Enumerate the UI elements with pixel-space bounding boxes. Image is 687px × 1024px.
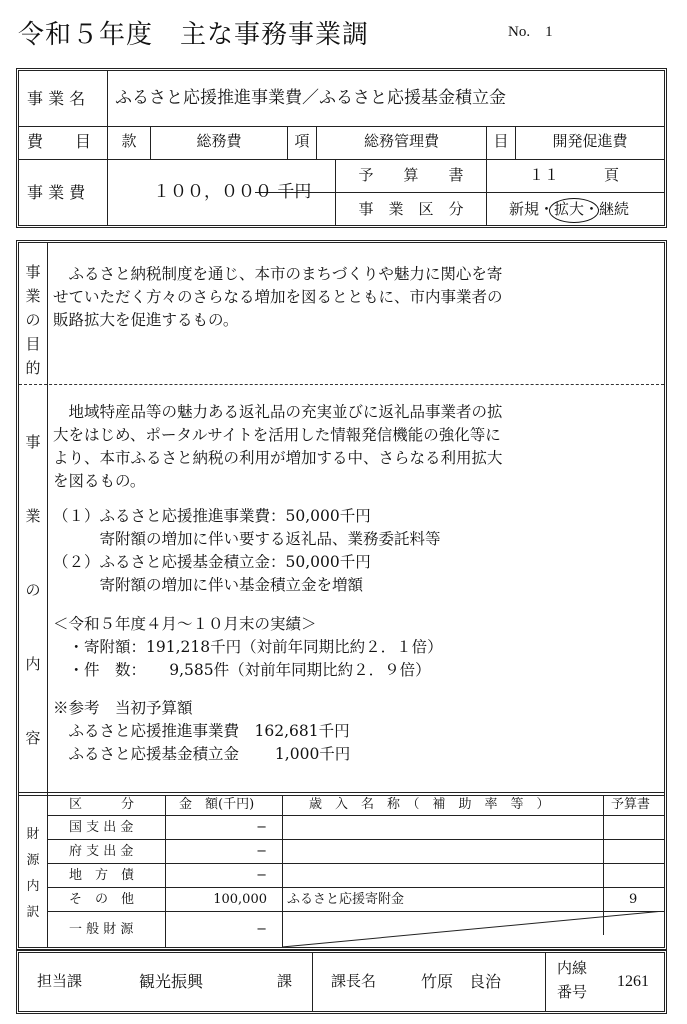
- finance-row-category: 府 支 出 金: [69, 844, 134, 859]
- content-line: ・寄附額：191,218千円（対前年同期比約２．１倍）: [53, 638, 443, 656]
- department-suffix: 課: [277, 972, 293, 990]
- purpose-line: ふるさと納税制度を通じ、本市のまちづくりや魅力に関心を寄: [53, 265, 503, 283]
- content-line: ＜令和５年度４月～１０月末の実績＞: [53, 615, 317, 633]
- finance-header-amount: 金 額(千円): [179, 797, 255, 812]
- finance-row-amount: −: [256, 922, 267, 937]
- kan-label: 款: [121, 132, 137, 150]
- project-category-label: 事 業 区 分: [358, 200, 464, 218]
- moku-value: 開発促進費: [552, 132, 628, 150]
- extension-number: 1261: [617, 973, 649, 990]
- purpose-label-char: の: [25, 311, 41, 329]
- finance-label-char: 訳: [26, 905, 40, 920]
- finance-header-revenue: 歳 入 名 称 （ 補 助 率 等 ）: [309, 797, 550, 812]
- purpose-text: [53, 263, 503, 332]
- finance-row-category: 地 方 債: [69, 868, 135, 883]
- content-line: ふるさと応援基金積立金 1,000千円: [53, 745, 351, 763]
- project-cost-value: １００，０００ 千円: [153, 182, 312, 202]
- department-name: 観光振興: [139, 972, 204, 991]
- page-number: No. 1: [508, 24, 553, 40]
- finance-label-char: 内: [26, 879, 40, 894]
- content-line: ※参考 当初予算額: [53, 699, 193, 717]
- project-summary-table: [16, 68, 667, 228]
- finance-header-category: 区 分: [69, 797, 135, 812]
- content-line: （２）ふるさと応援基金積立金：50,000千円: [53, 553, 371, 571]
- finance-header-budget: 予算書: [611, 797, 651, 812]
- content-items: [53, 505, 441, 597]
- finance-row-amount: 100,000: [213, 892, 267, 907]
- content-line: ふるさと応援推進事業費 162,681千円: [53, 722, 350, 740]
- finance-label-char: 財: [26, 827, 40, 842]
- category-continue: ・継続: [584, 200, 630, 218]
- project-cost-label: 事 業 費: [27, 183, 86, 202]
- general-fund-diagonal: [282, 911, 664, 947]
- content-line: （１）ふるさと応援推進事業費：50,000千円: [53, 507, 371, 525]
- content-reference: [53, 697, 350, 766]
- content-label-char: の: [25, 581, 41, 599]
- department-label: 担当課: [37, 972, 83, 990]
- budget-book-label: 予 算 書: [358, 166, 464, 184]
- kan-value: 総務費: [196, 132, 242, 150]
- category-expand: 拡大: [554, 200, 585, 218]
- moku-label: 目: [493, 132, 509, 150]
- page-title: 令和５年度 主な事務事業調: [18, 20, 370, 50]
- extension-label-2: 番号: [557, 983, 588, 1001]
- contact-table: [16, 950, 667, 1014]
- budget-book-page: １１ 頁: [529, 166, 620, 184]
- selected-category-circle: [549, 198, 599, 223]
- content-label-char: 事: [25, 433, 41, 451]
- content-line: より、本市ふるさと納税の利用が増加する中、さらなる利用拡大: [53, 449, 503, 467]
- finance-row-amount: −: [256, 868, 267, 883]
- content-label-char: 内: [25, 655, 41, 673]
- finance-row-category: 一 般 財 源: [69, 922, 134, 937]
- chief-name: 竹原 良治: [421, 972, 502, 991]
- content-line: 寄附額の増加に伴い要する返礼品、業務委託料等: [53, 530, 441, 548]
- content-line: を図るもの。: [53, 472, 146, 490]
- finance-label-char: 源: [26, 853, 40, 868]
- kou-label: 項: [294, 132, 310, 150]
- finance-row-category: そ の 他: [69, 892, 135, 907]
- purpose-line: せていただく方々のさらなる増加を図るとともに、市内事業者の: [53, 288, 503, 306]
- finance-row-page: 9: [629, 892, 638, 907]
- project-name: ふるさと応援推進事業費／ふるさと応援基金積立金: [115, 88, 506, 108]
- content-intro: [53, 401, 503, 493]
- content-line: ・件 数： 9,585件（対前年同期比約２．９倍）: [53, 661, 431, 679]
- content-results: [53, 613, 443, 682]
- content-label-char: 容: [25, 729, 41, 747]
- content-line: 大をはじめ、ポータルサイトを活用した情報発信機能の強化等に: [53, 426, 501, 444]
- purpose-label-char: 的: [25, 359, 41, 377]
- purpose-label-char: 業: [25, 287, 41, 305]
- content-line: 寄附額の増加に伴い基金積立金を増額: [53, 576, 364, 594]
- purpose-label-char: 事: [25, 263, 41, 281]
- project-name-label: 事 業 名: [27, 89, 86, 108]
- kou-value: 総務管理費: [363, 132, 439, 150]
- chief-label: 課長名: [331, 972, 377, 990]
- finance-row-amount: −: [256, 844, 267, 859]
- content-line: 地域特産品等の魅力ある返礼品の充実並びに返礼品事業者の拡: [53, 403, 503, 421]
- expense-item-label: 費 目: [27, 132, 92, 151]
- finance-row-category: 国 支 出 金: [69, 820, 134, 835]
- purpose-label-char: 目: [25, 335, 41, 353]
- category-new: 新規・: [509, 200, 555, 218]
- content-label-char: 業: [25, 507, 41, 525]
- purpose-line: 販路拡大を促進するもの。: [53, 311, 239, 329]
- extension-label-1: 内線: [557, 959, 588, 977]
- project-detail-table: [16, 240, 667, 950]
- finance-row-amount: −: [256, 820, 267, 835]
- finance-row-revenue: ふるさと応援寄附金: [287, 892, 405, 907]
